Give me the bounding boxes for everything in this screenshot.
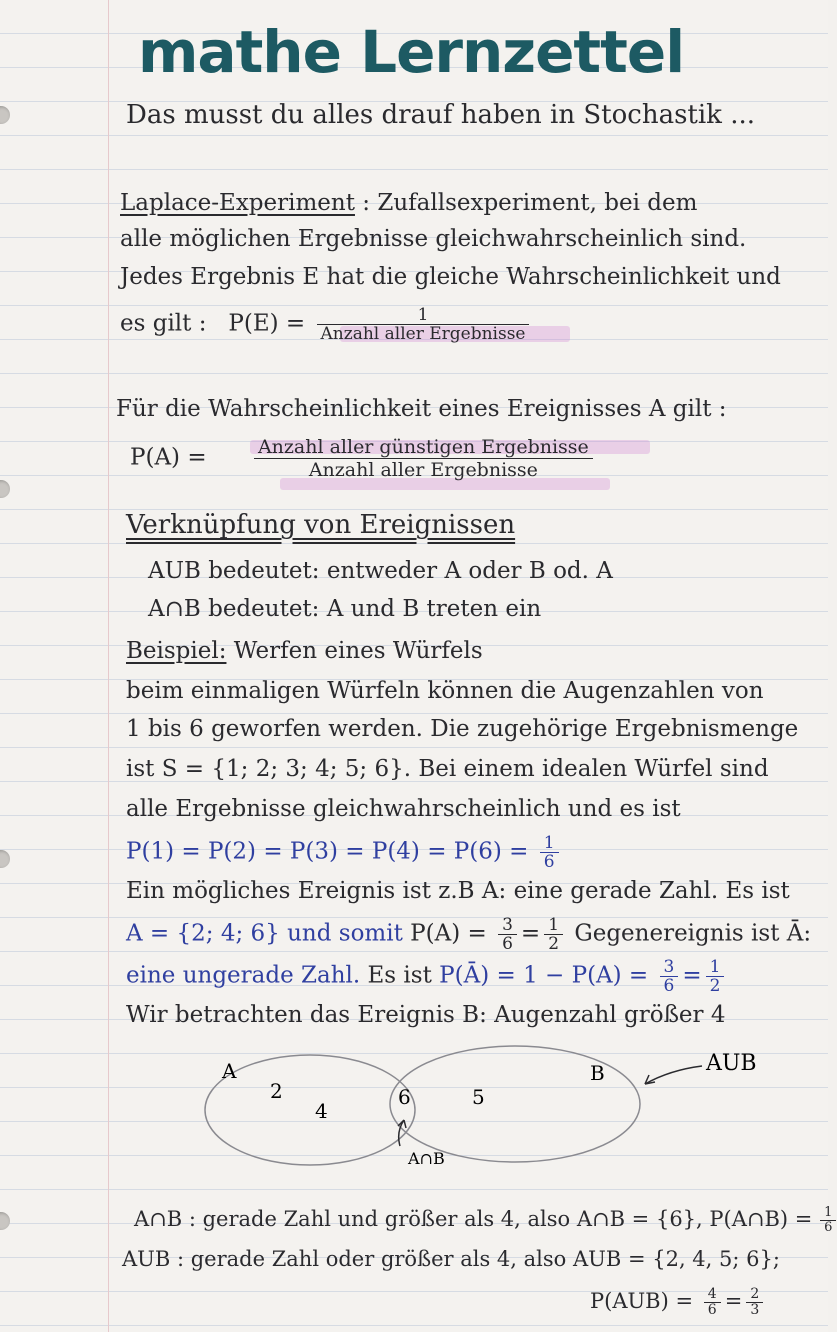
formula-pe: P(E) =: [228, 310, 306, 337]
fraction-pa: $\frac{\text{Anzahl aller günstigen Ergebnisse}}{\text{Anzahl aller Ergebnisse}}$: [254, 436, 593, 481]
beispiel-line-7: A = {2; 4; 6} und somit P(A) = $\frac{3}{6}$ = $\frac{1}{2}$ Gegenereignis ist Ā:: [126, 915, 812, 954]
margin-line: [108, 0, 109, 1332]
laplace-line-3: Jedes Ergebnis E hat die gleiche Wahrscheinlichkeit und: [120, 264, 781, 290]
event-prob-text: Für die Wahrscheinlichkeit eines Ereignisses A gilt :: [116, 396, 727, 422]
beispiel-line-6: Ein mögliches Ereignis ist z.B A: eine gerade Zahl. Es ist: [126, 878, 790, 904]
laplace-line-1: Laplace-Experiment : Zufallsexperiment, bei dem: [120, 190, 698, 216]
beispiel-line-5: P(1) = P(2) = P(3) = P(4) = P(6) = $\frac{1}{6}$: [126, 834, 563, 871]
venn-diagram: [190, 1036, 790, 1176]
beispiel-line-2: 1 bis 6 geworfen werden. Die zugehörige Ergebnismenge: [126, 716, 799, 742]
venn-ellipse-a: [205, 1055, 415, 1165]
beispiel-label: Beispiel:: [126, 638, 227, 664]
conclusion-line-1: A∩B : gerade Zahl und größer als 4, also A∩B = {6}, P(A∩B) = $\frac{1}{6}$: [134, 1204, 837, 1235]
laplace-formula-line: es gilt : P(E) = $\frac{1}{\text{Anzahl aller Ergebnisse}}$: [120, 306, 533, 343]
venn-element-4: 4: [315, 1099, 328, 1123]
venn-label-intersection: A∩B: [408, 1149, 445, 1168]
venn-element-2: 2: [270, 1079, 283, 1103]
laplace-line-2: alle möglichen Ergebnisse gleichwahrscheinlich sind.: [120, 226, 747, 252]
beispiel-line-4: alle Ergebnisse gleichwahrscheinlich und es ist: [126, 796, 681, 822]
conclusion-line-2: AUB : gerade Zahl oder größer als 4, also AUB = {2, 4, 5; 6};: [122, 1247, 780, 1271]
venn-element-5: 5: [472, 1085, 485, 1109]
fraction-one-sixth: $\frac{1}{6}$: [540, 834, 559, 871]
venn-element-6: 6: [398, 1085, 411, 1109]
beispiel-line-8: eine ungerade Zahl. Es ist P(Ā) = 1 − P(A) = $\frac{3}{6}$ = $\frac{1}{2}$: [126, 958, 728, 995]
venn-label-union: AUB: [706, 1051, 757, 1076]
laplace-heading: Laplace-Experiment: [120, 190, 355, 216]
arrow-union: [645, 1066, 702, 1084]
page-title: mathe Lernzettel: [138, 18, 685, 86]
union-definition: AUB bedeutet: entweder A oder B od. A: [148, 558, 613, 584]
venn-label-b: B: [590, 1061, 605, 1085]
beispiel-line-1: beim einmaligen Würfeln können die Augenzahlen von: [126, 678, 764, 704]
intersection-definition: A∩B bedeutet: A und B treten ein: [148, 596, 542, 622]
venn-label-a: A: [222, 1059, 237, 1083]
conclusion-line-3: P(AUB) = $\frac{4}{6}$ = $\frac{2}{3}$: [590, 1286, 767, 1318]
beispiel-title-line: Beispiel: Werfen eines Würfels: [126, 638, 483, 664]
event-prob-formula: P(A) = $\frac{\text{Anzahl aller günstigen Ergebnisse}}{\text{Anzahl aller Ergebnisse}}$: [130, 436, 597, 481]
fraction-pe: $\frac{1}{\text{Anzahl aller Ergebnisse}}$: [317, 306, 530, 343]
subtitle: Das musst du alles drauf haben in Stochastik ...: [126, 100, 755, 130]
verknuepfung-heading: Verknüpfung von Ereignissen: [126, 510, 516, 540]
beispiel-line-9: Wir betrachten das Ereignis B: Augenzahl größer 4: [126, 1002, 726, 1028]
beispiel-line-3: ist S = {1; 2; 3; 4; 5; 6}. Bei einem idealen Würfel sind: [126, 756, 769, 782]
